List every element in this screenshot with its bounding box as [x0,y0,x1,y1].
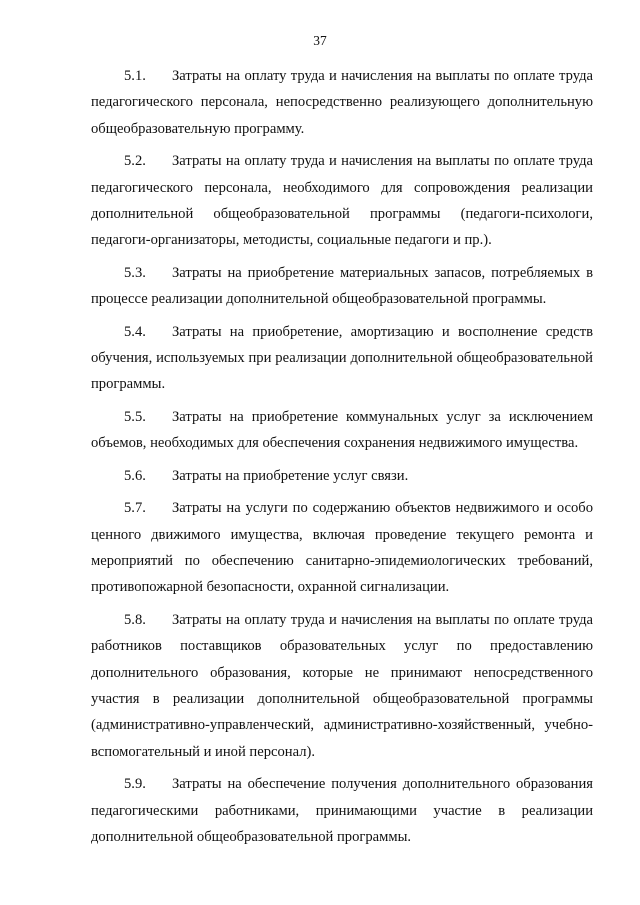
clause-text: Затраты на обеспечение получения дополнительного образования педагогическими работниками, принимающими участие в реализации дополнительной общеобразовательной программы. [91,776,593,845]
clause-text: Затраты на приобретение коммунальных услуг за исключением объемов, необходимых для обеспечения сохранения недвижимого имущества. [91,408,593,452]
clause-number: 5.7. [124,500,146,517]
clause-text: Затраты на оплату труда и начисления на выплаты по оплате труда работников поставщиков образовательных услуг по предоставлению дополнительного образования, которые не принимают непосредственного участия в реализации дополнительной общеобразовательной программы (административно-управленческий, административно-хозяйственный, учебно-вспомогательный и иной персонал). [91,611,593,760]
document-body [91,63,593,856]
clause-5-1 [91,63,593,142]
clause-5-7 [91,495,593,601]
clause-number: 5.2. [124,153,146,170]
clause-number: 5.4. [124,323,146,340]
clause-5-3 [91,260,593,313]
clause-number: 5.1. [124,68,146,84]
clause-text: Затраты на приобретение, амортизацию и восполнение средств обучения, используемых при реализации дополнительной общеобразовательной программы. [91,323,593,393]
clause-number: 5.8. [124,611,146,628]
clause-number: 5.9. [124,776,146,793]
clause-5-8 [91,607,593,765]
clause-5-9 [91,771,593,850]
clause-text: Затраты на услуги по содержанию объектов недвижимого и особо ценного движимого имущества, включая проведение текущего ремонта и мероприятий по обеспечению санитарно-эпидемиологических требований, противопожарной безопасности, охранной сигнализации. [91,500,593,596]
clause-number: 5.5. [124,408,146,425]
clause-5-6 [91,463,593,489]
clause-5-4 [91,319,593,398]
clause-text: Затраты на оплату труда и начисления на выплаты по оплате труда педагогического персонала, необходимого для сопровождения реализации дополнительной общеобразовательной программы (педагоги-психологи, педагоги-организаторы, методисты, социальные педагоги и пр.). [91,153,593,249]
clause-5-2 [91,148,593,254]
clause-number: 5.6. [124,467,146,484]
clause-text: Затраты на приобретение материальных запасов, потребляемых в процессе реализации дополнительной общеобразовательной программы. [91,264,593,308]
clause-text: Затраты на оплату труда и начисления на выплаты по оплате труда педагогического персонала, непосредственно реализующего дополнительную общеобразовательную программу. [91,68,593,137]
clause-number: 5.3. [124,264,146,281]
page-number: 37 [313,33,327,48]
clause-5-5 [91,404,593,457]
clause-text: Затраты на приобретение услуг связи. [172,467,409,484]
